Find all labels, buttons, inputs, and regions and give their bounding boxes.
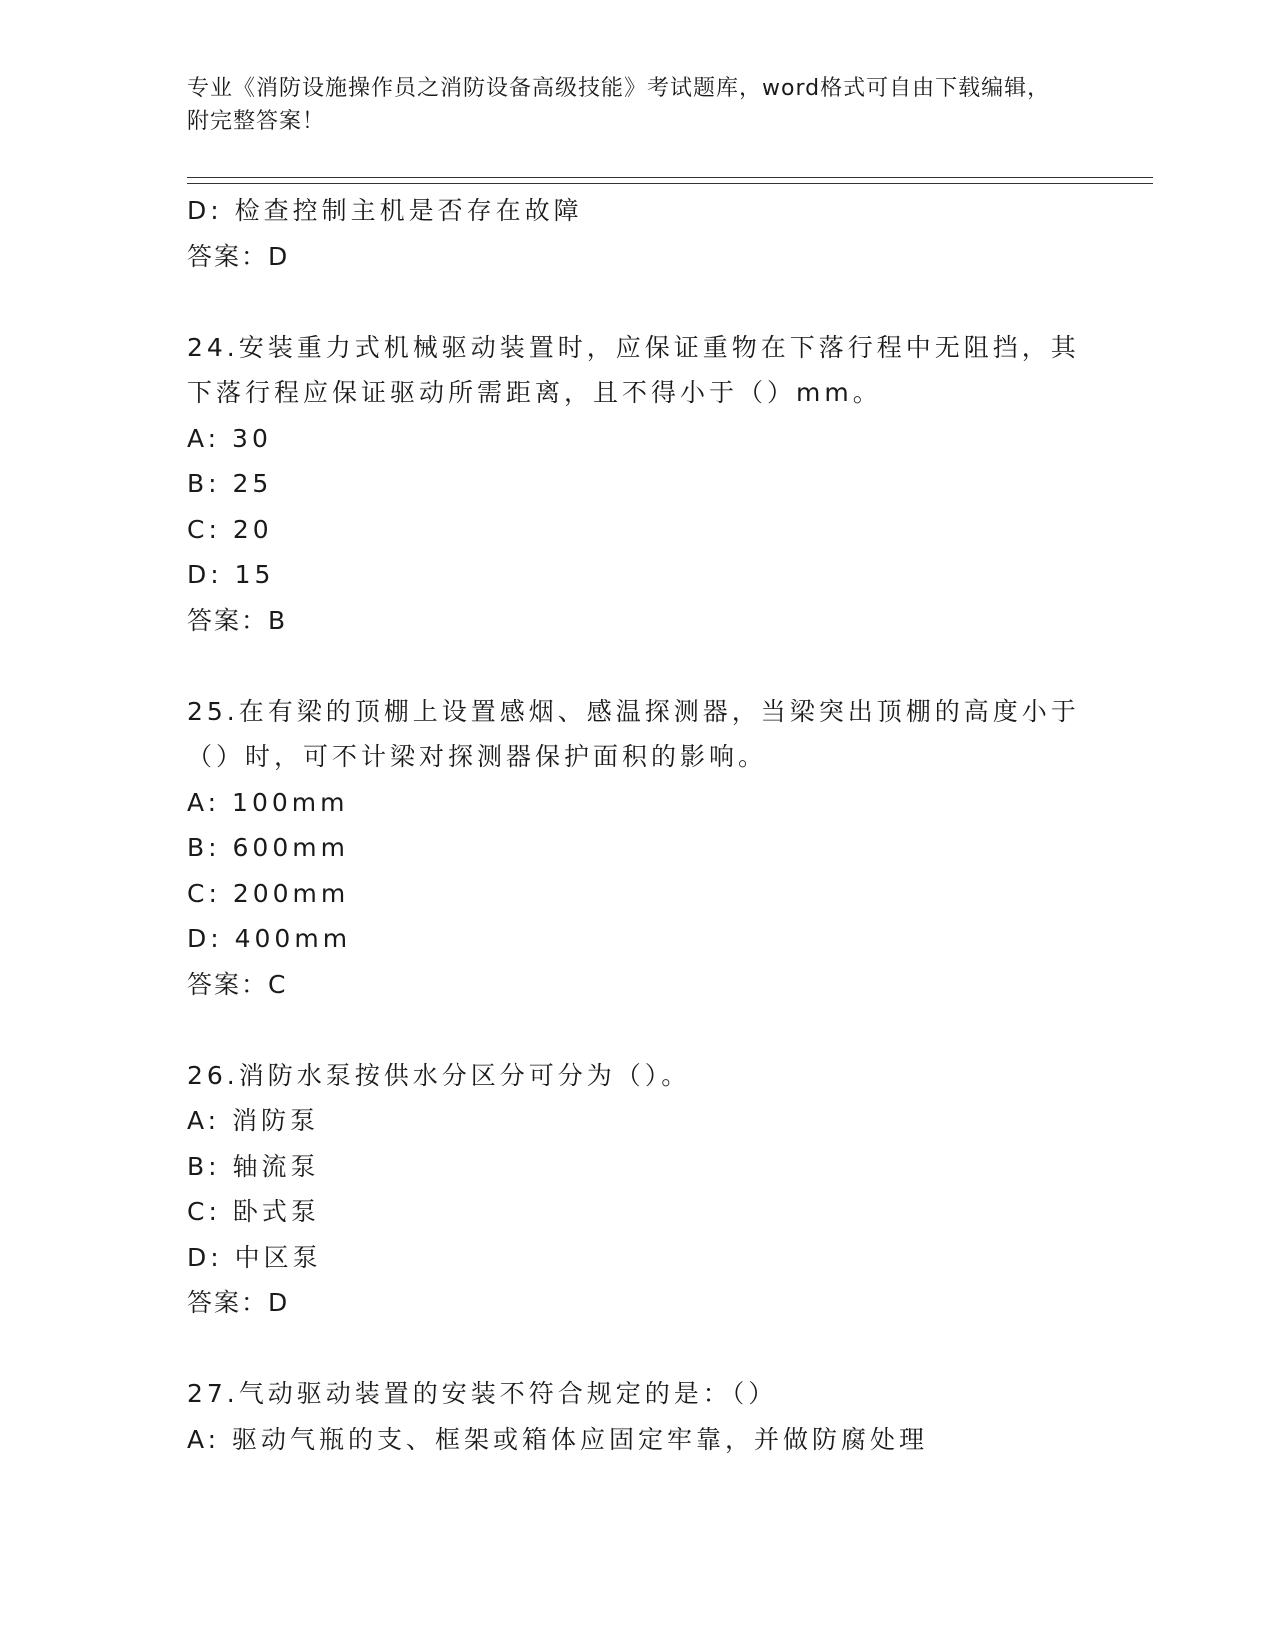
document-body: [187, 188, 1107, 1462]
header-divider-bottom: [187, 183, 1153, 184]
option-d: D: 400mm: [187, 924, 352, 953]
question-24: [187, 325, 1107, 644]
option-a: A: 30: [187, 423, 272, 453]
answer-line: 答案：C: [187, 969, 288, 999]
question-25: [187, 689, 1107, 1008]
option-b: B: 600mm: [187, 833, 349, 862]
header-divider-top: [187, 177, 1153, 178]
page-header: 专业《消防设施操作员之消防设备高级技能》考试题库，word格式可自由下载编辑，附完整答案！: [187, 76, 1051, 134]
question-26: [187, 1053, 1107, 1326]
option-d: D: 检查控制主机是否存在故障: [187, 196, 583, 225]
option-c: C: 200mm: [187, 878, 350, 908]
answer-line: 答案：D: [187, 241, 290, 271]
option-d: D: 15: [187, 560, 275, 589]
option-b: B: 25: [187, 469, 273, 498]
option-c: C: 卧式泵: [187, 1197, 320, 1226]
question-stem: 25.在有梁的顶棚上设置感烟、感温探测器，当梁突出顶棚的高度小于（）时，可不计梁对探测器保护面积的影响。: [187, 696, 1080, 771]
answer-line: 答案：B: [187, 605, 288, 635]
question-27: [187, 1371, 1107, 1462]
question-stem: 24.安装重力式机械驱动装置时，应保证重物在下落行程中无阻挡，其下落行程应保证驱动所需距离，且不得小于（）mm。: [187, 332, 1080, 407]
option-a: A: 驱动气瓶的支、框架或箱体应固定牢靠，并做防腐处理: [187, 1424, 929, 1454]
answer-line: 答案：D: [187, 1288, 290, 1317]
option-a: A: 100mm: [187, 787, 349, 817]
option-d: D: 中区泵: [187, 1242, 322, 1272]
question-stem: 26.消防水泵按供水分区分可分为（）。: [187, 1060, 691, 1090]
option-b: B: 轴流泵: [187, 1151, 320, 1181]
option-c: C: 20: [187, 514, 273, 544]
option-a: A: 消防泵: [187, 1106, 320, 1135]
question-stem: 27.气动驱动装置的安装不符合规定的是：（）: [187, 1379, 778, 1408]
